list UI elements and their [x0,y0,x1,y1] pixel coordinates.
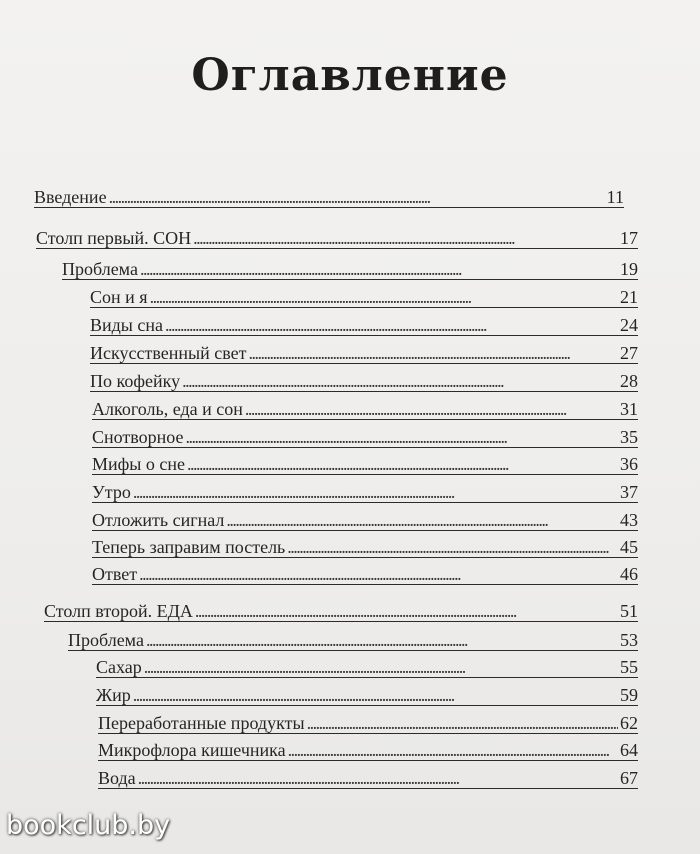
toc-entry-label: Снотворное [92,427,184,447]
toc-entry-page: 55 [620,657,638,677]
toc-entry-page: 35 [620,427,638,447]
toc-leader-dots [133,684,618,706]
toc-entry-label: Переработанные продукты [98,713,305,733]
toc-leader-dots [288,739,618,761]
toc-entry-page: 53 [620,630,638,650]
toc-underline [98,788,638,789]
toc-entry-page: 21 [620,287,638,307]
toc-entry [98,767,638,789]
toc-underline [98,733,638,734]
toc-entry [68,629,638,651]
toc-entry-page: 43 [620,510,638,530]
toc-entry-label: По кофейку [90,371,181,391]
toc-underline [98,760,638,761]
toc-leader-dots [193,227,618,249]
toc-entry-label: Искусственный свет [90,343,247,363]
toc-entry [36,227,638,249]
toc-leader-dots [139,563,618,585]
toc-entry [90,314,638,336]
toc-entry-label: Проблема [62,259,138,279]
toc-leader-dots [144,656,618,678]
toc-entry-label: Сон и я [90,287,148,307]
toc-underline [44,621,638,622]
toc-entry-label: Отложить сигнал [92,510,225,530]
toc-entry-page: 17 [620,228,638,248]
toc-entry-page: 28 [620,371,638,391]
toc-entry-page: 62 [620,713,638,733]
toc-entry [96,684,638,706]
toc-entry-label: Проблема [68,630,144,650]
toc-entry [62,258,638,280]
toc-underline [92,447,638,448]
toc-entry-label: Ответ [92,564,138,584]
toc-entry-label: Введение [34,187,107,207]
toc-underline [92,584,638,585]
toc-entry-page: 45 [620,537,638,557]
toc-entry-page: 67 [620,768,638,788]
toc-entry-label: Мифы о сне [92,454,186,474]
toc-entry-page: 19 [620,259,638,279]
toc-underline [92,419,638,420]
toc-leader-dots [248,342,618,364]
toc-leader-dots [187,453,618,475]
toc-leader-dots [307,712,618,734]
toc-entry [96,656,638,678]
toc-entry-page: 64 [620,740,638,760]
toc-entry [92,426,638,448]
toc-entry-label: Вода [98,768,136,788]
toc-entry-label: Сахар [96,657,142,677]
toc-entry [34,186,624,208]
toc-entry-page: 24 [620,315,638,335]
toc-entry [44,600,638,622]
toc-entry [90,370,638,392]
toc-entry [92,563,638,585]
toc-leader-dots [150,286,618,308]
toc-leader-dots [182,370,618,392]
toc-entry-page: 36 [620,454,638,474]
toc-entry [98,739,638,761]
toc-underline [92,530,638,531]
toc-entry-page: 27 [620,343,638,363]
toc-entry [92,536,638,558]
toc-entry-page: 11 [606,187,624,207]
toc-entry-label: Столп первый. СОН [36,228,192,248]
toc-entry [92,509,638,531]
toc-leader-dots [146,629,618,651]
toc-entry-page: 59 [620,685,638,705]
toc-underline [36,248,638,249]
toc-underline [62,279,638,280]
toc-entry [98,712,638,734]
toc-entry-label: Виды сна [90,315,164,335]
toc-entry [92,453,638,475]
toc-entry-page: 31 [620,399,638,419]
toc-leader-dots [165,314,618,336]
toc-leader-dots [138,767,618,789]
toc-leader-dots [226,509,618,531]
toc-underline [68,650,638,651]
toc-leader-dots [195,600,618,622]
watermark: bookclub.by [6,810,171,841]
toc-entry [92,481,638,503]
toc-entry-label: Утро [92,482,131,502]
toc-entry-label: Жир [96,685,131,705]
toc-underline [90,335,638,336]
toc-underline [90,307,638,308]
toc-entry [92,398,638,420]
page-title: Оглавление [191,50,509,101]
toc-underline [96,705,638,706]
toc-underline [90,363,638,364]
toc-entry-label: Микрофлора кишечника [98,740,286,760]
toc-entry-page: 37 [620,482,638,502]
toc-entry-page: 51 [620,601,638,621]
toc-entry-label: Столп второй. ЕДА [44,601,193,621]
toc-entry-label: Теперь заправим постель [92,537,286,557]
toc-leader-dots [133,481,618,503]
toc-leader-dots [186,426,619,448]
toc-leader-dots [140,258,618,280]
toc-leader-dots [287,536,618,558]
toc-entry [90,286,638,308]
toc-underline [34,207,624,208]
toc-entry [90,342,638,364]
toc-underline [96,677,638,678]
toc-underline [92,557,638,558]
toc-entry-label: Алкоголь, еда и сон [92,399,243,419]
toc-underline [92,502,638,503]
toc-leader-dots [109,186,605,208]
toc-underline [92,474,638,475]
toc-underline [90,391,638,392]
toc-entry-page: 46 [620,564,638,584]
toc-leader-dots [245,398,618,420]
